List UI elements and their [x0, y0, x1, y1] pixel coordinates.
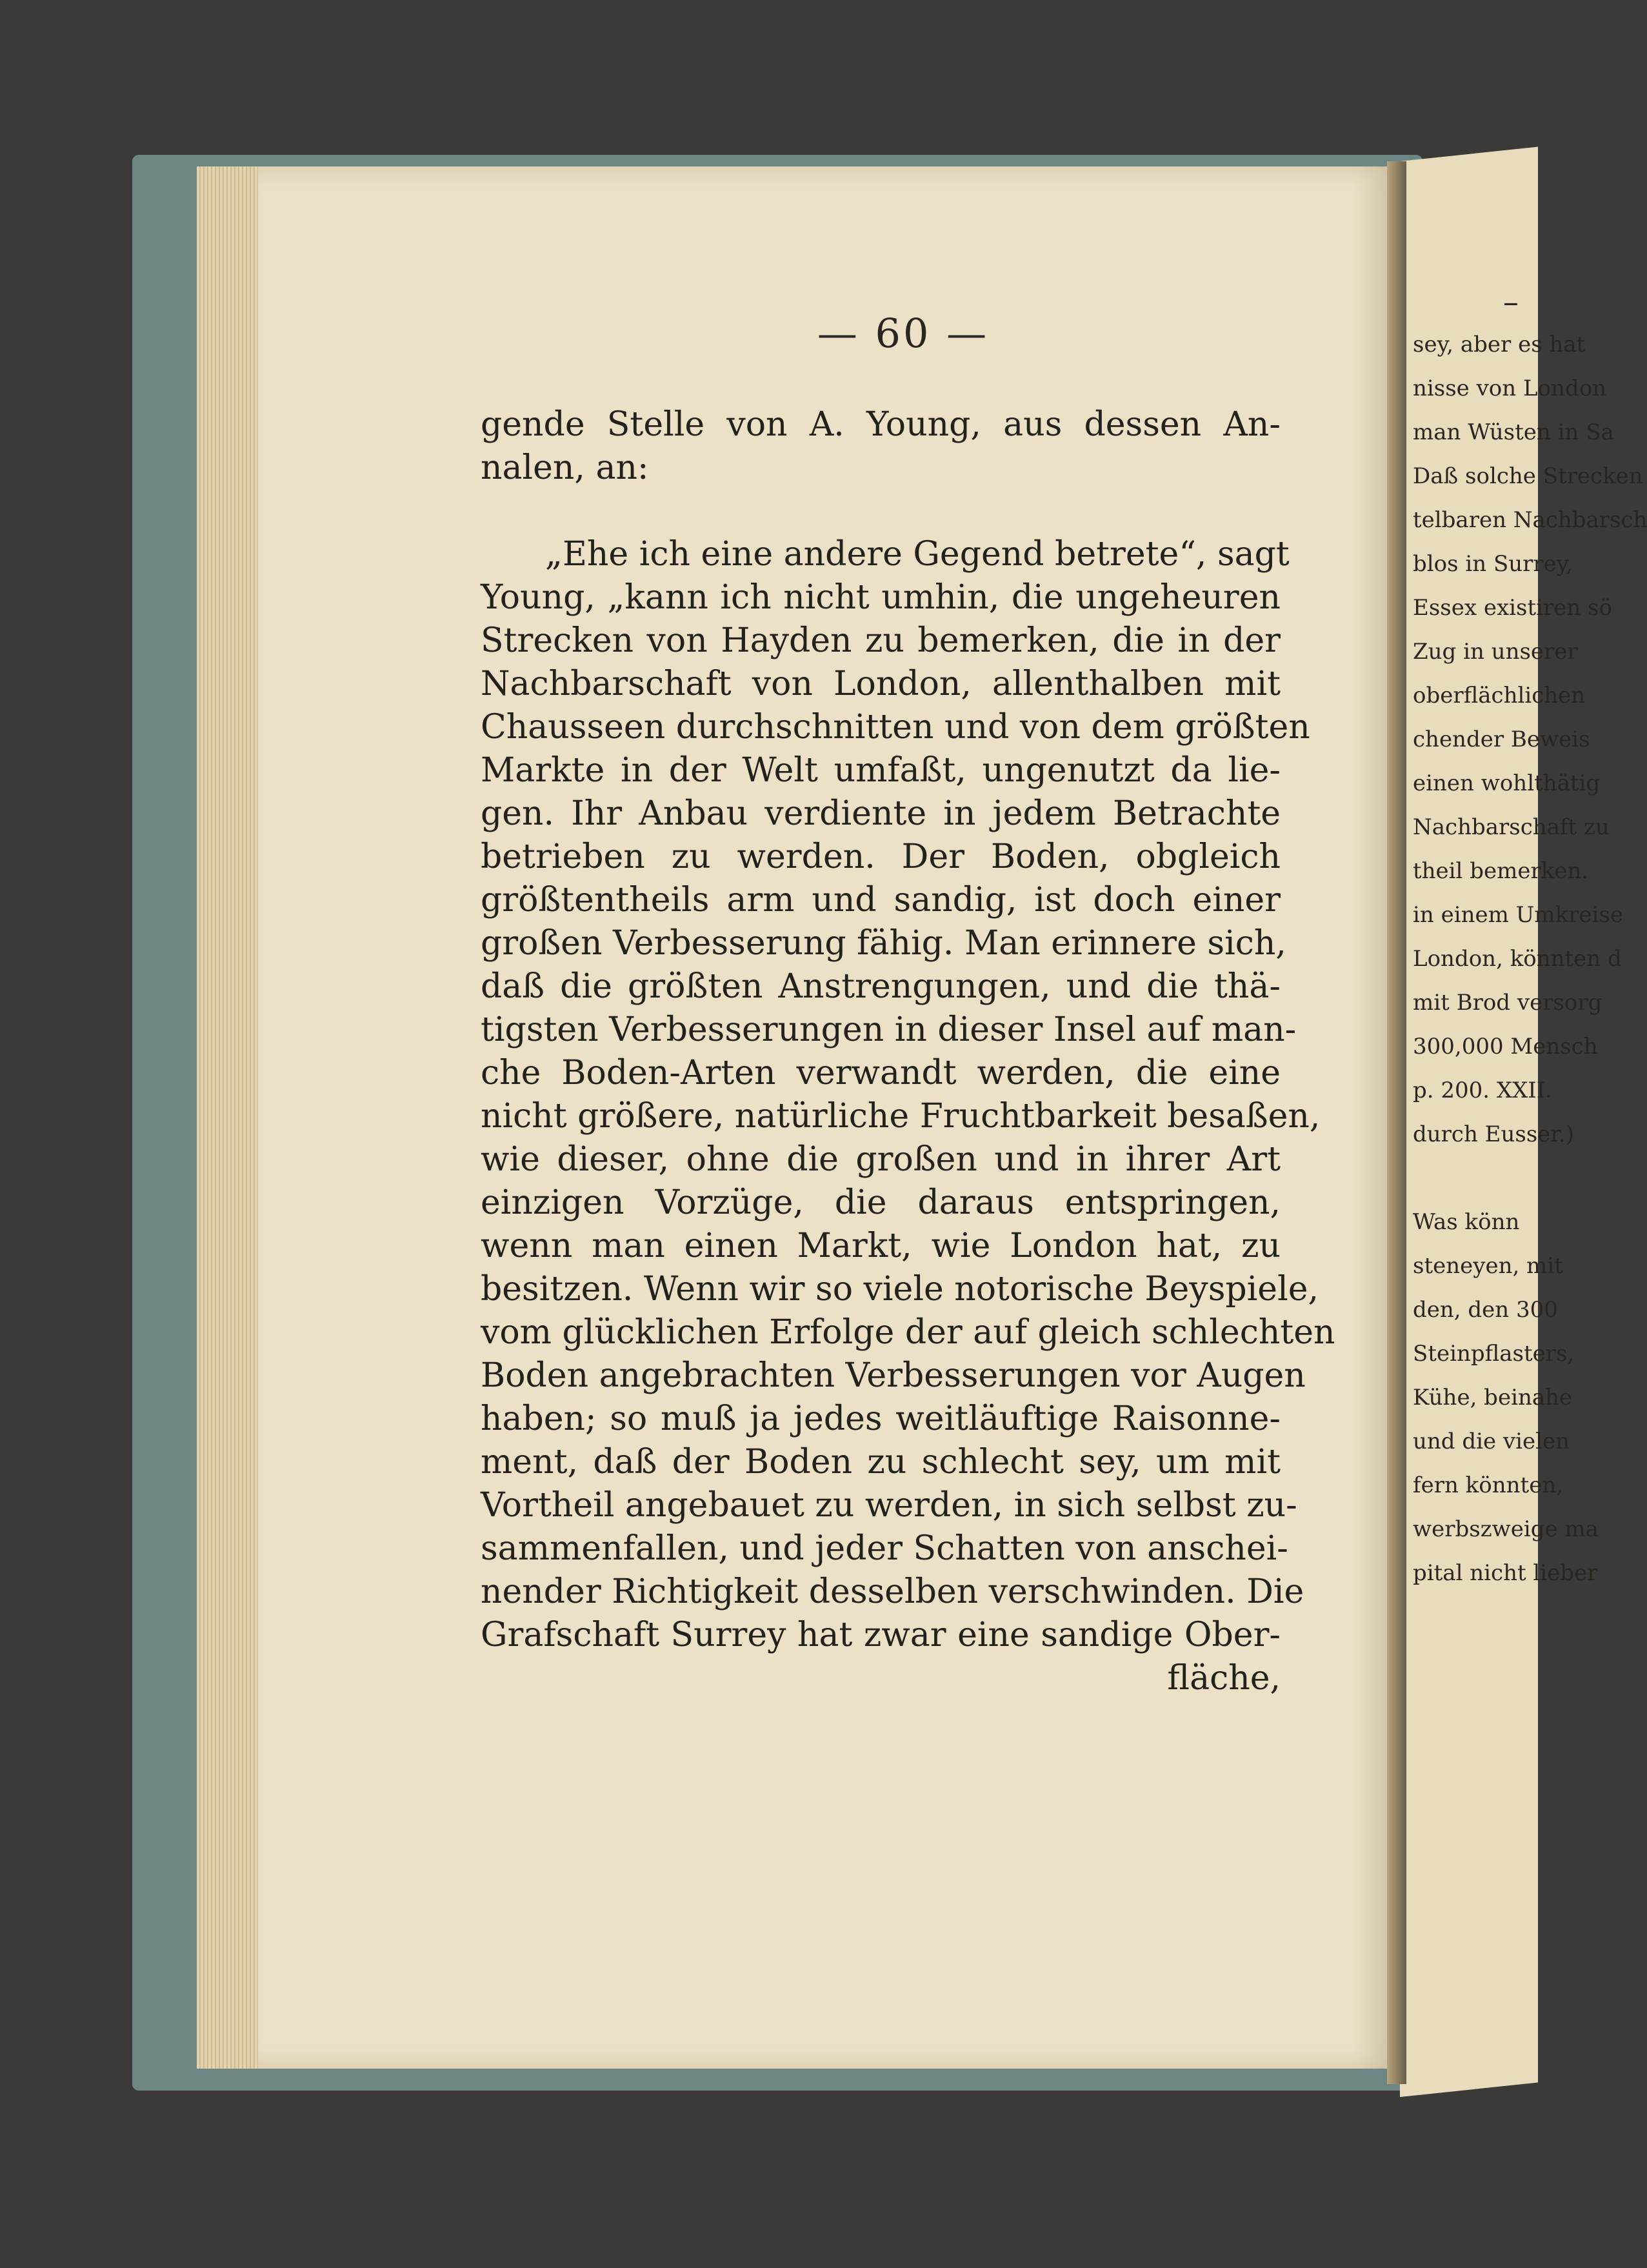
facing-text-line: und die vielen [1413, 1429, 1570, 1454]
text-line: großen Verbesserung fähig. Man erinnere sich, [481, 924, 1286, 963]
facing-text-line: steneyen, mit [1413, 1253, 1563, 1279]
page-edges [197, 166, 268, 2069]
facing-page-dash: – [1503, 284, 1519, 320]
facing-text-line: sey, aber es hat [1413, 332, 1586, 357]
facing-page-text [1413, 323, 1647, 1595]
facing-text-line: telbaren Nachbarsch [1413, 507, 1647, 533]
text-line: größtentheils arm und sandig, ist doch einer [481, 881, 1281, 919]
text-line: daß die größten Anstrengungen, und die thä- [481, 967, 1281, 1006]
text-line: Young, „kann ich nicht umhin, die ungeheuren [481, 578, 1281, 617]
facing-text-line: in einem Umkreise [1413, 902, 1623, 928]
text-line: che Boden-Arten verwandt werden, die eine [481, 1054, 1281, 1092]
text-line: nender Richtigkeit desselben verschwinden. Die [481, 1572, 1304, 1611]
facing-text-line: 300,000 Mensch [1413, 1034, 1598, 1059]
facing-text-line: nisse von London [1413, 376, 1607, 401]
text-line: gen. Ihr Anbau verdiente in jedem Betrachte [481, 794, 1281, 833]
text-line: Strecken von Hayden zu bemerken, die in der [481, 621, 1281, 660]
text-line: vom glücklichen Erfolge der auf gleich schlechten [481, 1313, 1335, 1352]
text-line: „Ehe ich eine andere Gegend betrete“, sagt [545, 535, 1290, 574]
facing-text-line: Steinpflasters, [1413, 1341, 1575, 1367]
facing-text-line: durch Eusser.) [1413, 1121, 1574, 1147]
facing-text-line: Daß solche Strecken [1413, 463, 1643, 489]
facing-text-line: chender Beweis [1413, 727, 1590, 752]
text-line: haben; so muß ja jedes weitläuftige Raisonne- [481, 1400, 1281, 1438]
page-body [481, 403, 1335, 1700]
facing-text-line: theil bemerken. [1413, 858, 1589, 884]
paragraph-gap [481, 490, 1281, 533]
text-line: nicht größere, natürliche Fruchtbarkeit besaßen, [481, 1097, 1321, 1136]
text-line: Vortheil angebauet zu werden, in sich selbst zu- [481, 1486, 1297, 1525]
facing-text-line: man Wüsten in Sa [1413, 419, 1614, 445]
catchword: fläche, [1167, 1659, 1281, 1698]
text-line: Grafschaft Surrey hat zwar eine sandige Ober- [481, 1616, 1281, 1654]
text-line: Chausseen durchschnitten und von dem größten [481, 708, 1310, 747]
facing-text-line: Nachbarschaft zu [1413, 814, 1610, 840]
facing-text-line: mit Brod versorg [1413, 990, 1602, 1016]
text-line: ment, daß der Boden zu schlecht sey, um mit [481, 1443, 1281, 1481]
facing-text-line: fern könnten, [1413, 1472, 1564, 1498]
page-number: — 60 — [817, 310, 990, 357]
text-line: besitzen. Wenn wir so viele notorische Beyspiele, [481, 1270, 1319, 1309]
text-line: sammenfallen, und jeder Schatten von anschei- [481, 1529, 1288, 1568]
text-line: gende Stelle von A. Young, aus dessen An- [481, 405, 1281, 444]
text-line: wie dieser, ohne die großen und in ihrer Art [481, 1140, 1281, 1179]
text-line: Boden angebrachten Verbesserungen vor Augen [481, 1356, 1306, 1395]
facing-text-line: London, könnten d [1413, 946, 1622, 972]
facing-text-line: Was könn [1413, 1209, 1520, 1235]
facing-text-line: p. 200. XXII. [1413, 1078, 1552, 1103]
text-line: Nachbarschaft von London, allenthalben mit [481, 665, 1281, 703]
facing-text-line: oberflächlichen [1413, 683, 1586, 708]
facing-text-line: pital nicht lieber [1413, 1560, 1598, 1586]
book-gutter [1387, 161, 1406, 2084]
facing-text-line: Kühe, beinahe [1413, 1385, 1573, 1410]
text-line: nalen, an: [481, 448, 649, 487]
facing-text-line: Zug in unserer [1413, 639, 1578, 665]
facing-text-line: werbszweige ma [1413, 1516, 1599, 1542]
text-line: betrieben zu werden. Der Boden, obgleich [481, 838, 1281, 876]
facing-text-line: blos in Surrey, [1413, 551, 1573, 577]
facing-text-line: Essex existiren sö [1413, 595, 1612, 621]
text-line: wenn man einen Markt, wie London hat, zu [481, 1227, 1281, 1265]
facing-text-line: einen wohlthätig [1413, 770, 1601, 796]
facing-text-line: den, den 300 [1413, 1297, 1558, 1323]
text-line: tigsten Verbesserungen in dieser Insel auf man- [481, 1010, 1297, 1049]
text-line: einzigen Vorzüge, die daraus entspringen, [481, 1183, 1281, 1222]
text-line: Markte in der Welt umfaßt, ungenutzt da lie- [481, 751, 1281, 790]
